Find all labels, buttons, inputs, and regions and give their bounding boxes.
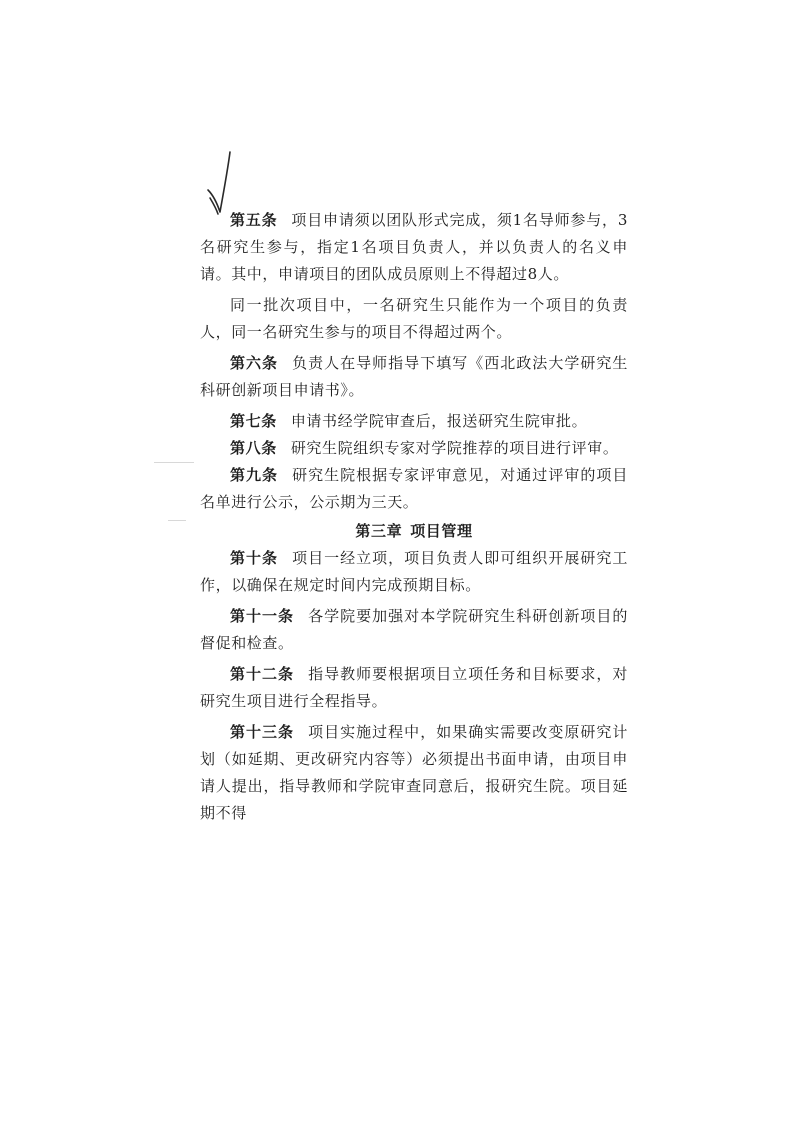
article-5 xyxy=(200,207,628,288)
article-text: 项目申请须以团队形式完成，须1名导师参与，3名研究生参与，指定1名项目负责人，并以负责人的名义申请。其中，申请项目的团队成员原则上不得超过8人。 xyxy=(200,211,628,283)
article-number: 第十条 xyxy=(230,549,279,567)
article-text: 项目实施过程中，如果确实需要改变原研究计划（如延期、更改研究内容等）必须提出书面申请，由项目申请人提出，指导教师和学院审查同意后，报研究生院。项目延期不得 xyxy=(200,723,628,822)
article-number: 第十二条 xyxy=(230,665,295,683)
article-7 xyxy=(200,408,628,435)
scan-speck xyxy=(168,520,186,521)
article-8 xyxy=(200,435,628,462)
article-9 xyxy=(200,462,628,516)
article-6 xyxy=(200,350,628,404)
article-number: 第十三条 xyxy=(230,723,295,741)
article-number: 第五条 xyxy=(230,211,278,229)
article-number: 第六条 xyxy=(230,354,279,372)
article-number: 第八条 xyxy=(230,439,277,457)
article-text: 项目一经立项，项目负责人即可组织开展研究工作，以确保在规定时间内完成预期目标。 xyxy=(200,549,628,594)
chapter-heading xyxy=(200,518,628,545)
article-13 xyxy=(200,719,628,827)
article-text: 各学院要加强对本学院研究生科研创新项目的督促和检查。 xyxy=(200,607,628,652)
article-text: 负责人在导师指导下填写《西北政法大学研究生科研创新项目申请书》。 xyxy=(200,354,628,399)
article-10 xyxy=(200,545,628,599)
article-11 xyxy=(200,603,628,657)
article-number: 第九条 xyxy=(230,466,279,484)
article-number: 第十一条 xyxy=(230,607,295,625)
chapter-number: 第三章 xyxy=(355,522,403,540)
document-body xyxy=(200,207,628,827)
article-5-extra: 同一批次项目中，一名研究生只能作为一个项目的负责人，同一名研究生参与的项目不得超过两个。 xyxy=(200,296,628,341)
article-12 xyxy=(200,661,628,715)
article-text: 研究生院组织专家对学院推荐的项目进行评审。 xyxy=(290,439,619,457)
article-text: 申请书经学院审查后，报送研究生院审批。 xyxy=(290,412,588,430)
scan-speck xyxy=(154,462,194,463)
article-text: 研究生院根据专家评审意见，对通过评审的项目名单进行公示，公示期为三天。 xyxy=(200,466,628,511)
article-text: 指导教师要根据项目立项任务和目标要求，对研究生项目进行全程指导。 xyxy=(200,665,628,710)
chapter-title: 项目管理 xyxy=(410,522,473,540)
article-number: 第七条 xyxy=(230,412,277,430)
